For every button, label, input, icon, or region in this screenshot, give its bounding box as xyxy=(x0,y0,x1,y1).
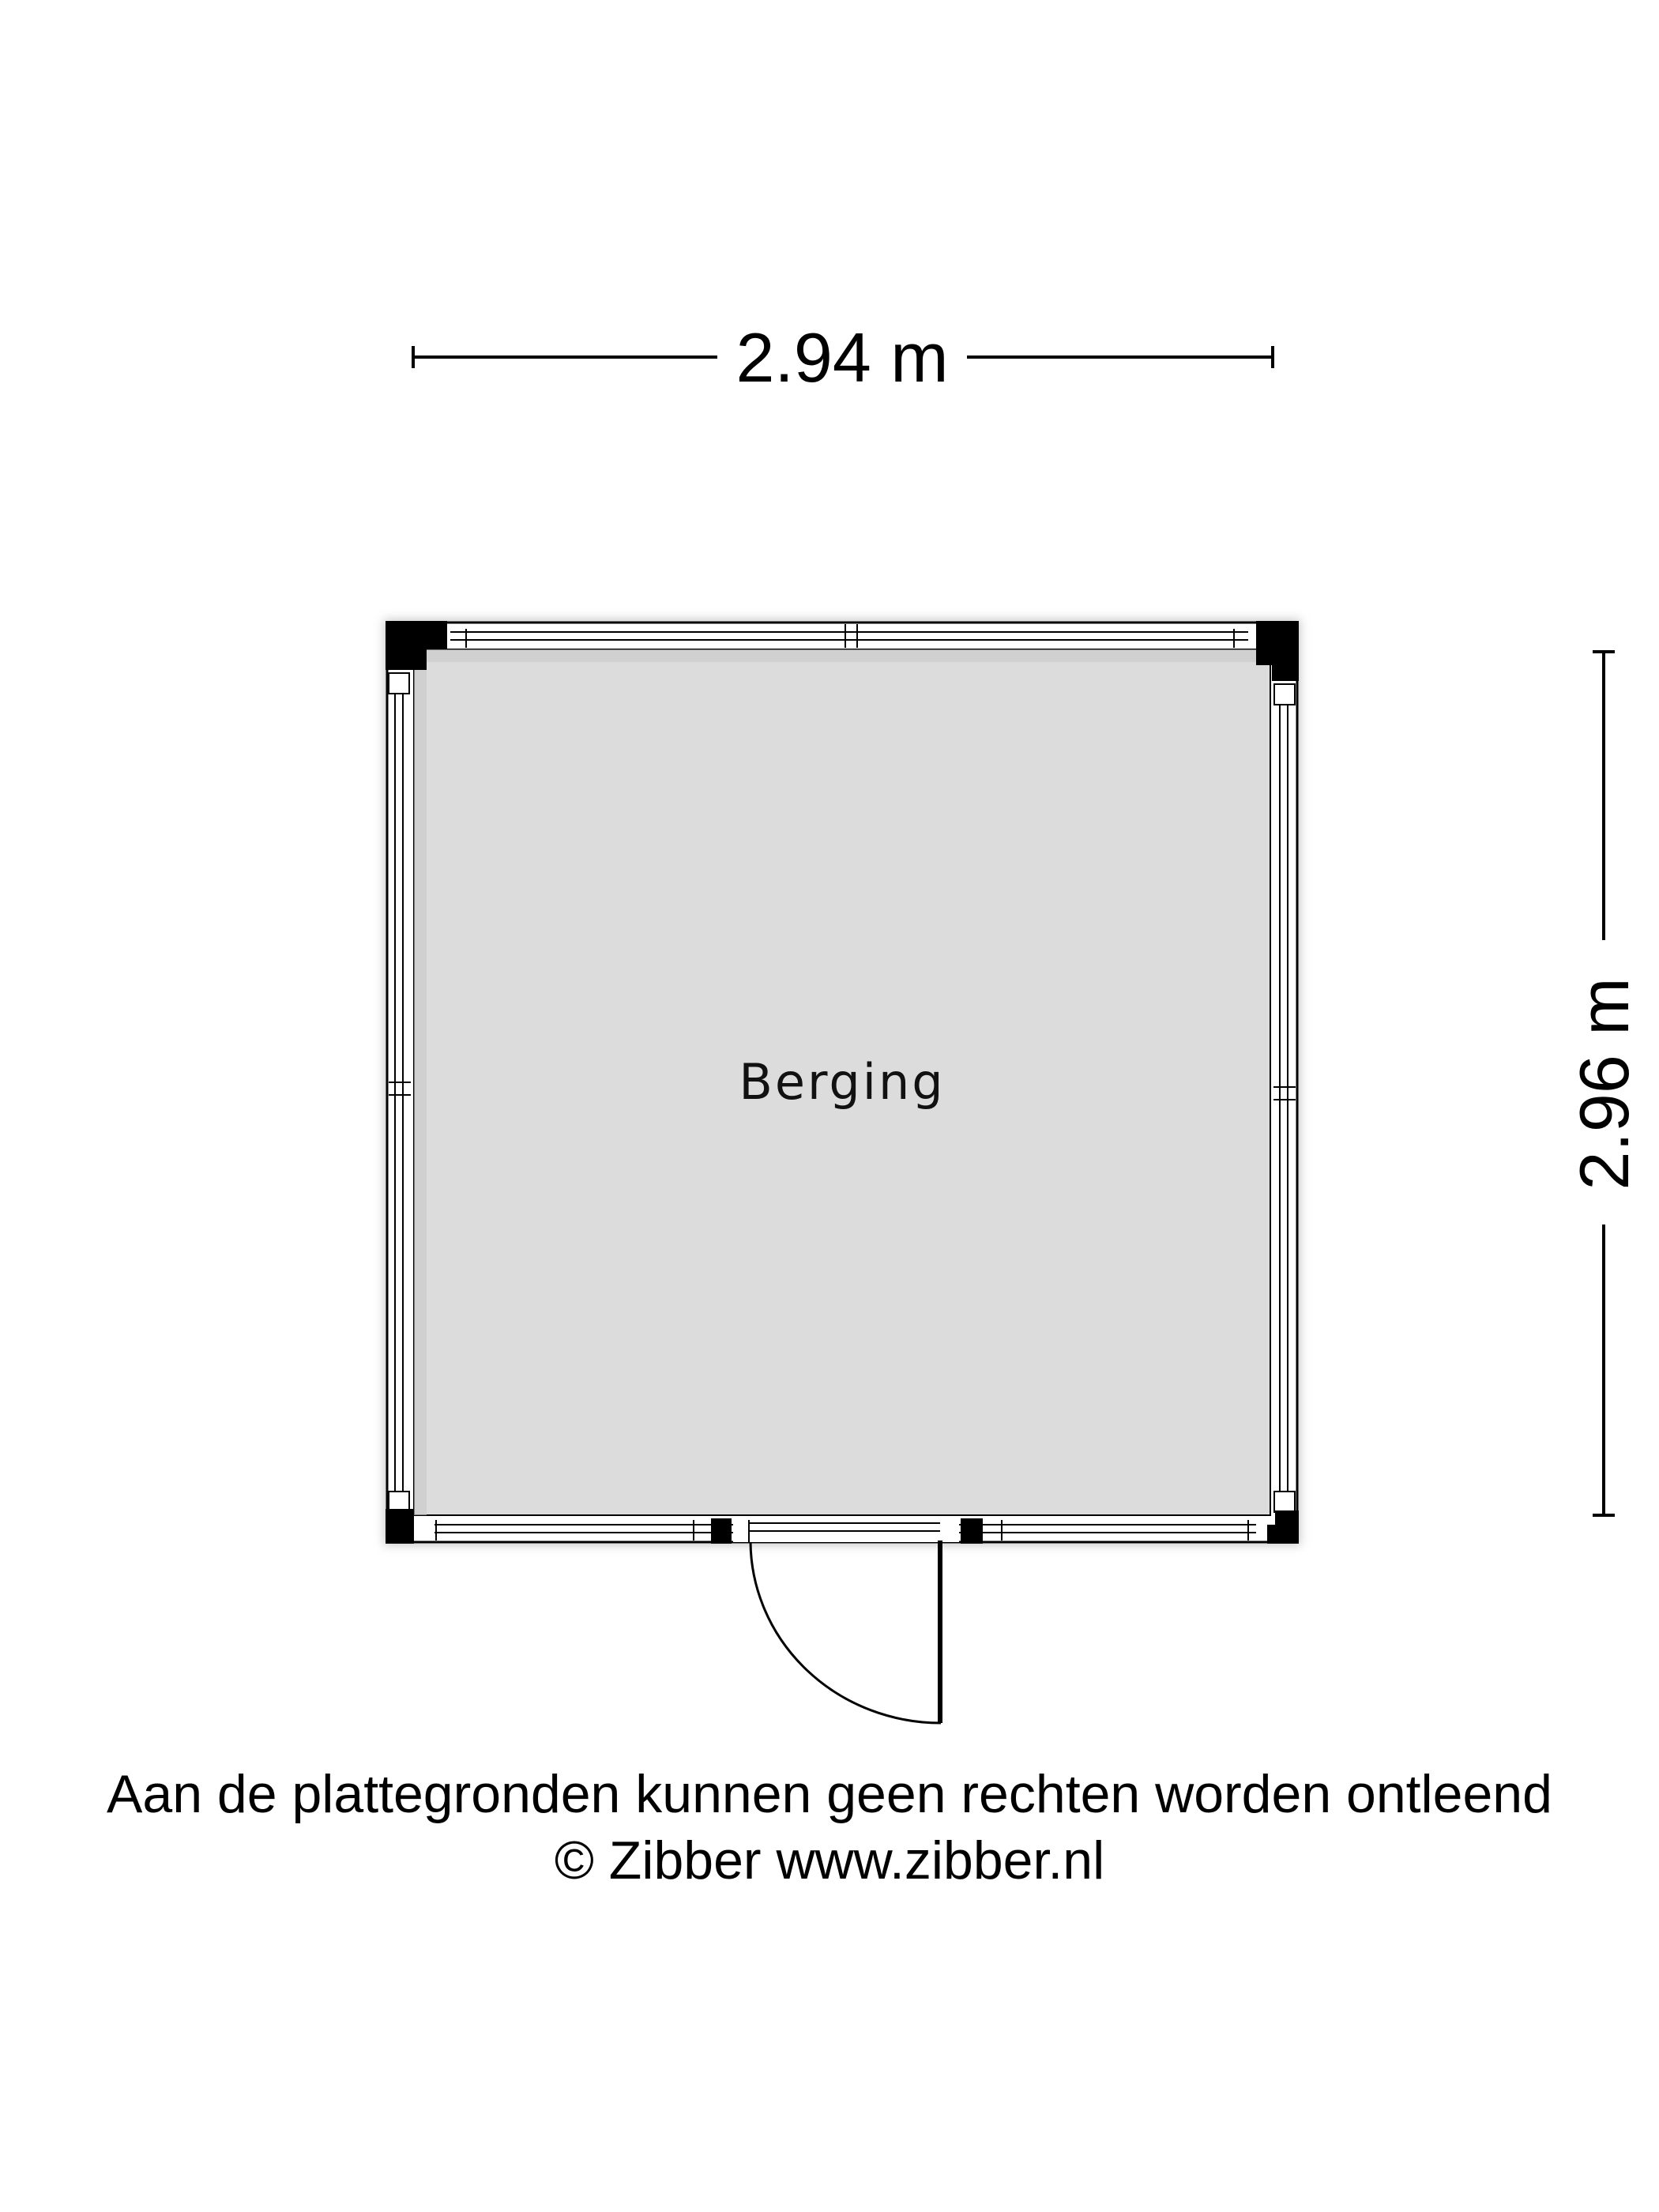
disclaimer-text: Aan de plattegronden kunnen geen rechten worden ontleend xyxy=(107,1764,1552,1824)
copyright-text: © Zibber www.zibber.nl xyxy=(554,1830,1105,1890)
door-swing-arc xyxy=(750,1542,941,1723)
width-dimension xyxy=(413,318,1273,397)
floor-edge-shade-left xyxy=(414,649,427,1515)
height-dimension-label: 2.96 m xyxy=(1565,977,1643,1191)
width-dimension-label: 2.94 m xyxy=(735,318,949,397)
floor-edge-shade-top xyxy=(414,649,1270,662)
height-dimension xyxy=(1565,652,1643,1515)
corner-post-bottom-left xyxy=(386,1509,414,1544)
room-label: Berging xyxy=(739,1053,946,1111)
door-post-right xyxy=(961,1518,983,1544)
door-post-left xyxy=(711,1518,732,1544)
